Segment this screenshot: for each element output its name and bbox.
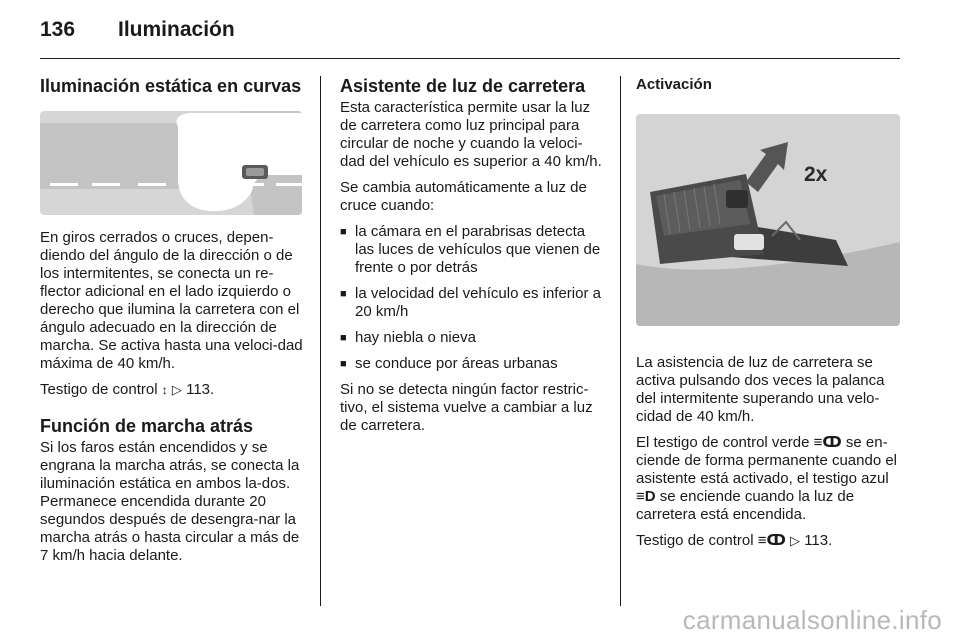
indicator-label: Testigo de control [636,532,754,549]
column-3 [636,76,902,559]
page-number: 136 [40,18,76,41]
indicator-page-ref: 113. [186,381,215,398]
column-divider-left [320,76,321,606]
activation-text: La asistencia de luz de carretera se activa pulsando dos veces la palanca del intermitente superando una velo-cidad de 40 km/h. [636,354,885,425]
indicator-blue-text: se enciende cuando la luz de carretera está encendida. [636,488,855,523]
page-reference-icon: ▷ [790,534,801,549]
header-rule [40,58,900,59]
section-title-high-beam-assist: Asistente de luz de carretera [340,76,586,96]
list-item: ■ se conduce por áreas urbanas [340,355,604,373]
press-twice-label: 2x [804,163,828,186]
activation-indicator [636,532,902,551]
indicator-label: Testigo de control [40,381,158,398]
high-beam-assist-text: Esta característica permite usar la luz de carretera como luz principal para circular de noche y cuando la veloci-dad del vehículo es superior a 40 km/h. [340,99,602,170]
high-beam-assist-icon: ≡ↀ [757,532,786,549]
indicator-green-text: El testigo de control verde [636,434,810,451]
high-beam-assist-icon: ≡ↀ [813,434,842,451]
section-title-curve-lighting: Iluminación estática en curvas [40,76,302,96]
low-beam-switch-text: Se cambia automáticamente a luz de cruce cuando: [340,179,587,214]
high-beam-icon: ≡D [636,488,656,505]
page-reference-icon: ▷ [171,383,182,398]
indicator-description [636,434,902,524]
cornering-light-figure [40,111,302,215]
high-beam-return-text: Si no se detecta ningún factor restric-tivo, el sistema vuelve a cambiar a luz de carretera. [340,381,593,434]
indicator-page-ref: 113. [804,532,833,549]
column-1 [40,76,304,573]
column-divider-right [620,76,621,606]
list-item: ■ la cámara en el parabrisas detecta las luces de vehículos que vienen de frente o por detrás [340,223,604,277]
watermark: carmanualsonline.info [682,605,942,635]
curve-lighting-text: En giros cerrados o cruces, depen-diendo del ángulo de la dirección o de los intermitentes, se conecta un re-flector adicional en el lado izquierdo o derecho que ilumina la carretera con el ángulo adecuado en la dirección de marcha. Se activa hasta una veloci-dad máxima de 40 km/h. [40,229,303,372]
section-title-activation: Activación [636,76,712,93]
low-beam-conditions-list [340,223,604,373]
reverse-function-text: Si los faros están encendidos y se engrana la marcha atrás, se conecta la iluminación estática en ambos la-dos. Permanece encendida durante 20 segundos después de desengra-nar la marcha atrás o hasta circular a más de 7 km/h hacia delante. [40,439,300,564]
list-item: ■ la velocidad del vehículo es inferior a 20 km/h [340,285,604,321]
curve-lighting-indicator [40,381,304,400]
page-section-title: Iluminación [118,18,235,41]
section-title-reverse: Función de marcha atrás [40,416,254,436]
turn-signal-lever-figure [636,114,900,326]
cornering-light-icon: ↕︎ [161,383,168,397]
list-item: ■ hay niebla o nieva [340,329,604,347]
column-2 [340,76,604,443]
indicator-states-text: se en-ciende de forma permanente cuando el asistente está activado, el testigo azul [636,434,898,487]
